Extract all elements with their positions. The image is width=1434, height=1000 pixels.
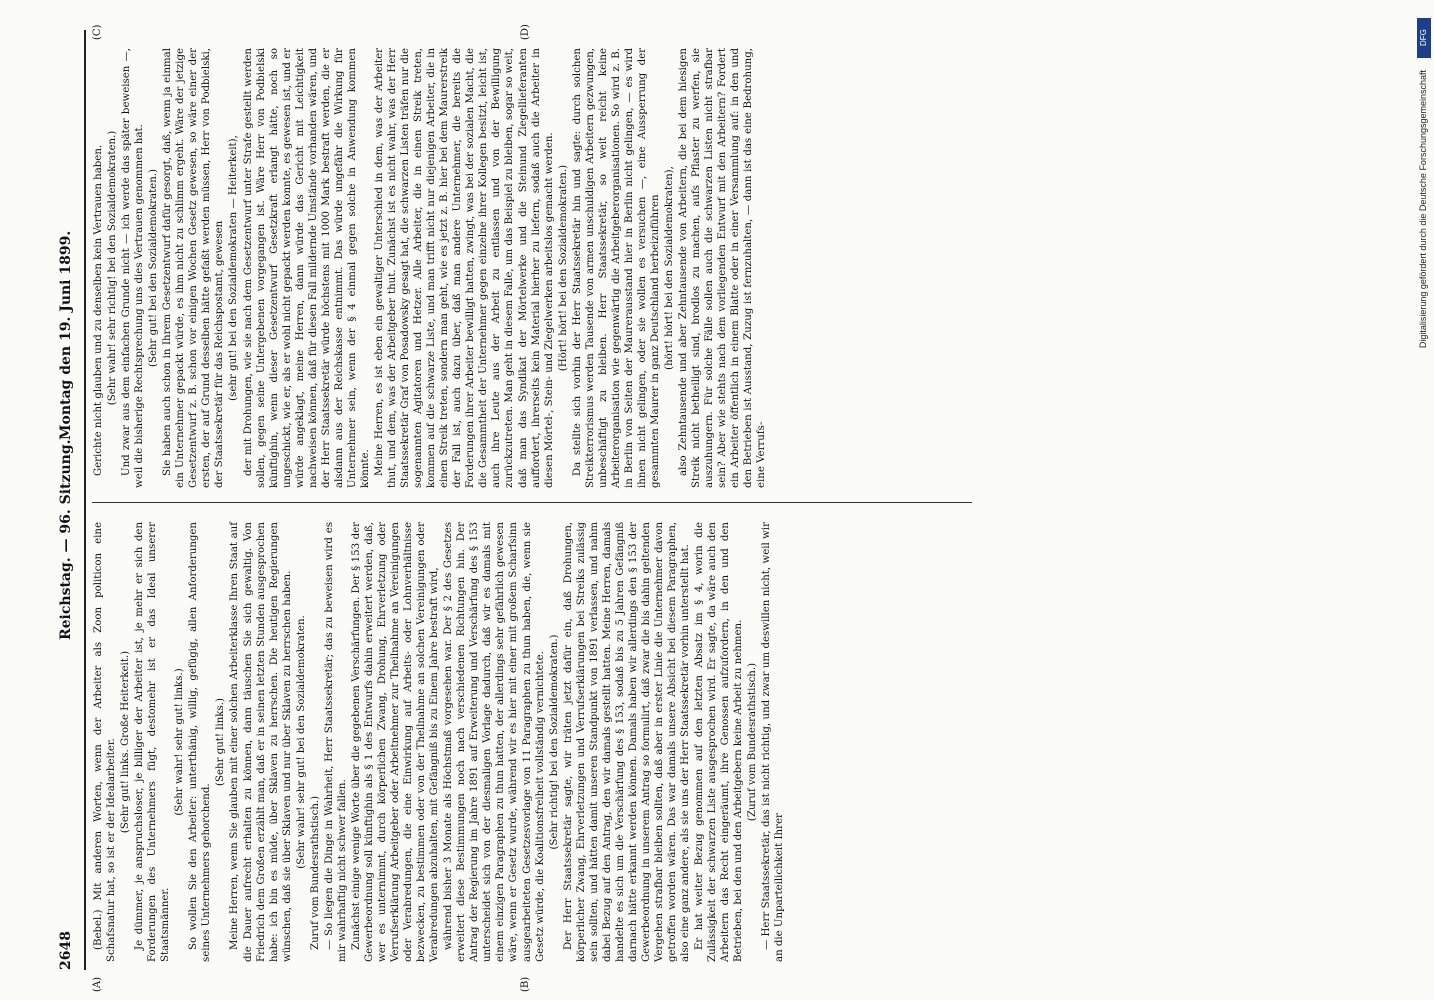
- paragraph: (Zuruf vom Bundesrathstisch.): [747, 662, 759, 822]
- header-rule: [84, 30, 86, 970]
- paragraph: (Sehr wahr! sehr gut! links.): [174, 668, 186, 816]
- paragraph: — Herr Staatssekretär, das ist nicht richtig, und zwar um deswillen nicht, weil wir an die Unparteilichkeit Ihrer: [761, 522, 786, 962]
- digitization-sidebar: [1416, 10, 1432, 990]
- paragraph: (Sehr gut! bei den Sozialdemokraten.): [148, 169, 160, 367]
- paragraph: Sie haben auch schon in Ihrem Gesetzentwurf dafür gesorgt, daß, wenn ja einmal ein Unternehmer gepackt würde, es ihm nicht zu schlimm ergeht. Wäre der jetzige Gesetzentwurf z. B. schon vor einigen Wochen Gesetz gewesen, so wäre einer der ersten, der auf Grund desselben hätte gefaßt werden müssen, Herr von Podbielski, der Staatssekretär für das Reichspostamt, gewesen: [162, 48, 226, 488]
- margin-mark-d: (D): [520, 24, 531, 40]
- paragraph: Er hat weiter Bezug genommen auf den letzten Absatz im § 4, worin die Zulässigkeit der schwarzen Liste ausgesprochen wird. Er sagte, da wäre auch den Arbeitern das Recht eingeräumt, ihre Genossen aufzufordern, in den und den Betrieben, bei den und den Arbeitgebern keine Arbeit zu nehmen.: [694, 522, 745, 962]
- paragraph: Zuruf vom Bundesrathstisch.): [309, 795, 321, 950]
- paragraph: (Bebel.) Mit anderen Worten, wenn der Arbeiter als Zoon politicon eine Schafsnatur hat, so ist er der Idealarbeiter.: [93, 522, 118, 962]
- page-number: 2648: [58, 931, 74, 970]
- paragraph: (sehr gut! bei den Sozialdemokraten — Heiterkeit),: [228, 135, 240, 401]
- paragraph: Meine Herren, es ist eben ein gewaltiger Unterschied in dem, was der Arbeiter thut, und dem, was der Arbeitgeber thut. Zunächst ist es nicht wahr, was der Herr Staatssekretär Graf von Posadowsky gesagt hat, die schwarzen Listen träfen nur die sogenannten Agitatoren und Hetzer. Alle Arbeiter, die in einen Streik treten, kommen auf die schwarze Liste, und man trifft nicht nur diejenigen Arbeiter, die in einen Streik treten, sondern man geht, wie es jetzt z. B. hier bei dem Maurerstreik der Fall ist, auch dazu über, daß man andere Unternehmer, die bereits die Forderungen ihrer Arbeiter bewilligt hatten, zwingt, was bei der sozialen Macht, die die Gesammtheit der Unternehmer gegen einzelne ihrer Kollegen besitzt, leicht ist, auch ihre Leute aus der Arbeit zu entlassen und von der Bewilligung zurückzutreten. Man geht in diesem Falle, um das Beispiel zu bleiben, sogar so weit, daß man das Syndikat der Mörtelwerke und die Steinund Ziegellieferanten auffordert, ihrerseits kein Material hierher zu liefern, sodaß auch die Arbeiter in diesen Mörtel-, Stein- und Ziegelwerken arbeitslos gemacht werden.: [373, 48, 555, 488]
- paragraph: — So liegen die Dinge in Wahrheit, Herr Staatssekretär; das zu beweisen wird es mir wahrhaftig nicht schwer fallen.: [323, 522, 348, 962]
- paragraph: Der Herr Staatssekretär sagte, wir träten jetzt dafür ein, daß Drohungen, körperlicher Zwang, Ehrverletzungen und Verrufserklärungen bei Streiks zulässig sein sollten, und hätten damit unseren Standpunkt von 1891 verlassen, und nahm dabei Bezug auf den Antrag, den wir damals gestellt hatten. Meine Herren, damals handelte es sich um die Verschärfung des § 153, sodaß bis zu 5 Jahren Gefängniß darnach hätte erkannt werden können. Damals haben wir allerdings den § 153 der Gewerbeordnung in unserem Antrag so formulirt, daß zwar die bis dahin geltenden Vergehen strafbar bleiben sollten, daß aber in erster Linie die Unternehmer davon getroffen worden wären. Das war damals unsere Absicht bei diesem Paragraphen, also eine ganz andere, als sie uns der Herr Staatssekretär vorhin unterstellt hat.: [562, 522, 692, 962]
- right-column: [92, 48, 769, 488]
- paragraph: Gerichte nicht glauben und zu denselben kein Vertrauen haben.: [93, 144, 104, 476]
- paragraph: Je dümmer, je anspruchsloser, je billiger der Arbeiter ist, je mehr er sich den Forderungen des Unternehmers fügt, destomehr ist er das Ideal unserer Staatsmänner.: [134, 522, 172, 962]
- session-date: Montag den 19. Juni 1899.: [58, 230, 74, 440]
- paragraph: Zunächst einige wenige Worte über die gegebenen Verschärfungen. Der § 153 der Gewerbeordnung soll künftighin als § 1 des Entwurfs dahin erweitert werden, daß, wer es unternimmt, durch körperlichen Zwang, Drohung, Ehrverletzung oder Verrufserklärung Arbeitgeber oder Arbeitnehmer zur Theilnahme an Vereinigungen oder Verabredungen, die eine Einwirkung auf Arbeits- oder Lohnverhältnisse bezwecken, zu bestimmen oder von der Theilnahme an solchen Vereinigungen oder Verabredungen abzuhalten, mit Gefängniß bis zu Einem Jahre bestraft wird,: [350, 522, 441, 962]
- page-header: [58, 30, 82, 970]
- paragraph: (Sehr wahr! sehr richtig! bei den Sozialdemokraten.): [107, 130, 119, 406]
- paragraph: also Zehntausende und aber Zehntausende von Arbeitern, die bei dem hiesigen Streik nicht betheiligt sind, brodlos zu machen, aufs Pflaster zu werfen, sie auszuhungern. Für solche Fälle sollen auch die schwarzen Listen nicht strafbar sein? Aber wie stehts nach dem vorliegenden Entwurf mit den Arbeitern? Fordert ein Arbeiter öffentlich in einem Blatte oder in einer Versammlung auf: in den und den Betrieben ist Ausstand, Zuzug ist fernzuhalten, — dann ist das eine Bedrohung, eine Verrufs-: [678, 48, 768, 488]
- column-divider: [92, 502, 972, 503]
- paragraph: während bisher 3 Monate als Höchstmaß vorgesehen war. Der § 2 des Gesetzes erweitert diese Bestimmungen noch nach verschiedenen Richtungen hin. Der Antrag der Regierung im Jahre 1891 auf Erweiterung und Verschärfung des § 153 unterscheidet sich von der diesmaligen Vorlage dadurch, daß wir es damals mit einem einzigen Paragraphen zu thun hatten, der allerdings sehr gefährlich gewesen wäre, wenn er Gesetz wurde, während wir es hier mit einer mit großem Scharfsinn ausgearbeiteten Gesetzesvorlage von 11 Paragraphen zu thun haben, die, wenn sie Gesetz würde, die Koalitionsfreiheit vollständig vernichtete.: [443, 522, 546, 962]
- paragraph: (Hört! hört! bei den Sozialdemokraten.): [557, 164, 569, 372]
- left-column: [92, 522, 787, 962]
- paragraph: (Sehr richtig! bei den Sozialdemokraten.): [548, 634, 560, 850]
- margin-mark-a: (A): [92, 976, 103, 992]
- paragraph: Meine Herren, wenn Sie glauben mit einer solchen Arbeiterklasse Ihren Staat auf die Dauer aufrecht erhalten zu können, dann täuschen Sie sich gewaltig. Von Friedrich dem Großen erzählt man, daß er in seinen letzten Stunden ausgesprochen habe: ich bin es müde, über Sklaven zu herrschen. Die heutigen Regierungen wünschen, daß sie über Sklaven und nur über Sklaven zu herrschen haben.: [229, 522, 293, 962]
- margin-mark-b: (B): [520, 976, 531, 992]
- paragraph: (Sehr wahr! sehr gut! bei den Sozialdemokraten.: [295, 615, 307, 869]
- paragraph: So wollen Sie den Arbeiter: unterthänig, willig, gefügig, allen Anforderungen seines Unternehmers gehorchend.: [188, 522, 213, 962]
- paragraph: Und zwar aus dem einfachen Grunde nicht — ich werde das später beweisen —, weil die bisherige Rechtsprechung uns dies Vertrauen genommen hat.: [121, 48, 146, 488]
- paragraph: (Sehr gut! links.): [215, 698, 227, 786]
- paragraph: der mit Drohungen, wie sie nach dem Gesetzentwurf unter Strafe gestellt werden sollen, gegen seine Untergebenen vorgegangen ist. Wäre Herr von Podbielski künftighin, wenn dieser Gesetzentwurf Gesetzkraft erlangt hätte, noch so ungeschickt, wie er, als er wohl nicht gepackt werden konnte, es gewesen ist, und er würde angeklagt, meine Herren, dann würde das Gericht mit Leichtigkeit nachweisen können, daß für diesen Fall mildernde Umstände vorhanden wären, und der Herr Staatssekretär würde höchstens mit 1000 Mark bestraft werden, die er alsdann aus der Reichskasse entnimmt. Das würde ungefähr die Wirkung für Unternehmer sein, wenn der § 4 einmal gegen solche in Anwendung kommen könnte.: [242, 48, 371, 488]
- paragraph: (Sehr gut! links. Große Heiterkeit.): [120, 650, 132, 834]
- paragraph: Da stellte sich vorhin der Herr Staatssekretär hin und sagte: durch solchen Streikterrorismus werden Tausende von armen unschuldigen Arbeitern gezwungen, unbeschäftigt zu bleiben. Herr Staatssekretär, so weit reicht keine Arbeiterorganisation wie gegenwärtig die Arbeitgeberorganisationen. So wird z. B. in Berlin von Seiten der Maurerausstand hier in Berlin nicht gelingen, — es wird ihnen nicht gelingen, oder sie wollen es versuchen —, eine Aussperrung der gesammten Maurer in ganz Deutschland herbeizuführen: [571, 48, 661, 488]
- digitization-note: Digitalisierung gefördert durch die Deutsche Forschungsgemeinschaft: [1418, 70, 1428, 349]
- paragraph: (hört! hört! bei den Sozialdemokraten),: [664, 166, 676, 370]
- session-title: Reichstag. — 96. Sitzung.: [58, 439, 74, 640]
- dfg-logo: DFG: [1417, 18, 1431, 58]
- margin-mark-c: (C): [92, 24, 103, 40]
